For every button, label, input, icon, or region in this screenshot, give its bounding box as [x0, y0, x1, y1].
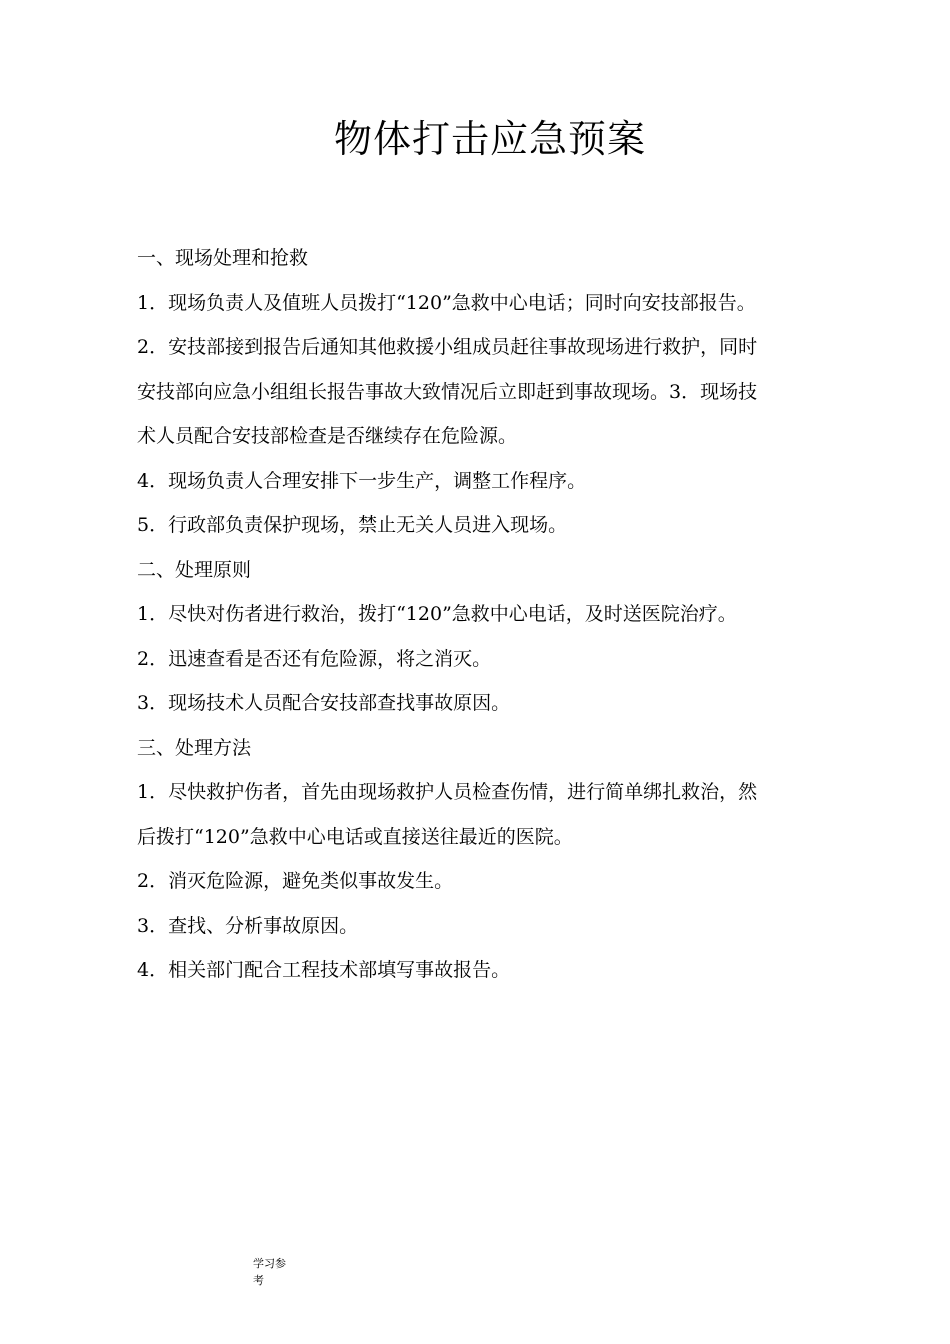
paragraph-line: 安技部向应急小组组长报告事故大致情况后立即赶到事故现场。3．现场技	[137, 380, 758, 403]
section-heading: 三、处理方法	[137, 736, 252, 759]
paragraph-line: 2．迅速查看是否还有危险源，将之消灭。	[137, 647, 492, 670]
section-heading: 二、处理原则	[137, 558, 252, 581]
paragraph-line: 4．现场负责人合理安排下一步生产，调整工作程序。	[137, 469, 587, 492]
paragraph-line: 2．消灭危险源，避免类似事故发生。	[137, 870, 454, 892]
footer-line: 学习参	[253, 1257, 286, 1270]
footer-line: 考	[253, 1274, 264, 1287]
document-title: 物体打击应急预案	[333, 117, 646, 161]
paragraph-line: 后拨打“120”急救中心电话或直接送往最近的医院。	[137, 825, 573, 848]
section-heading: 一、现场处理和抢救	[137, 247, 309, 269]
paragraph-line: 术人员配合安技部检查是否继续存在危险源。	[137, 425, 518, 447]
paragraph-line: 1．尽快救护伤者，首先由现场救护人员检查伤情，进行简单绑扎救治，然	[137, 781, 758, 803]
paragraph-line: 5．行政部负责保护现场，禁止无关人员进入现场。	[137, 514, 568, 536]
page-footer	[253, 1255, 286, 1289]
paragraph-line: 3．查找、分析事故原因。	[137, 914, 359, 937]
document-body	[137, 236, 837, 993]
paragraph-line: 4．相关部门配合工程技术部填写事故报告。	[137, 959, 511, 981]
paragraph-line: 2．安技部接到报告后通知其他救援小组成员赶往事故现场进行救护，同时	[137, 336, 758, 358]
paragraph-line: 1．尽快对伤者进行救治，拨打“120”急救中心电话，及时送医院治疗。	[137, 603, 737, 625]
paragraph-line: 1．现场负责人及值班人员拨打“120”急救中心电话；同时向安技部报告。	[137, 291, 756, 314]
paragraph-line: 3．现场技术人员配合安技部查找事故原因。	[137, 692, 511, 714]
